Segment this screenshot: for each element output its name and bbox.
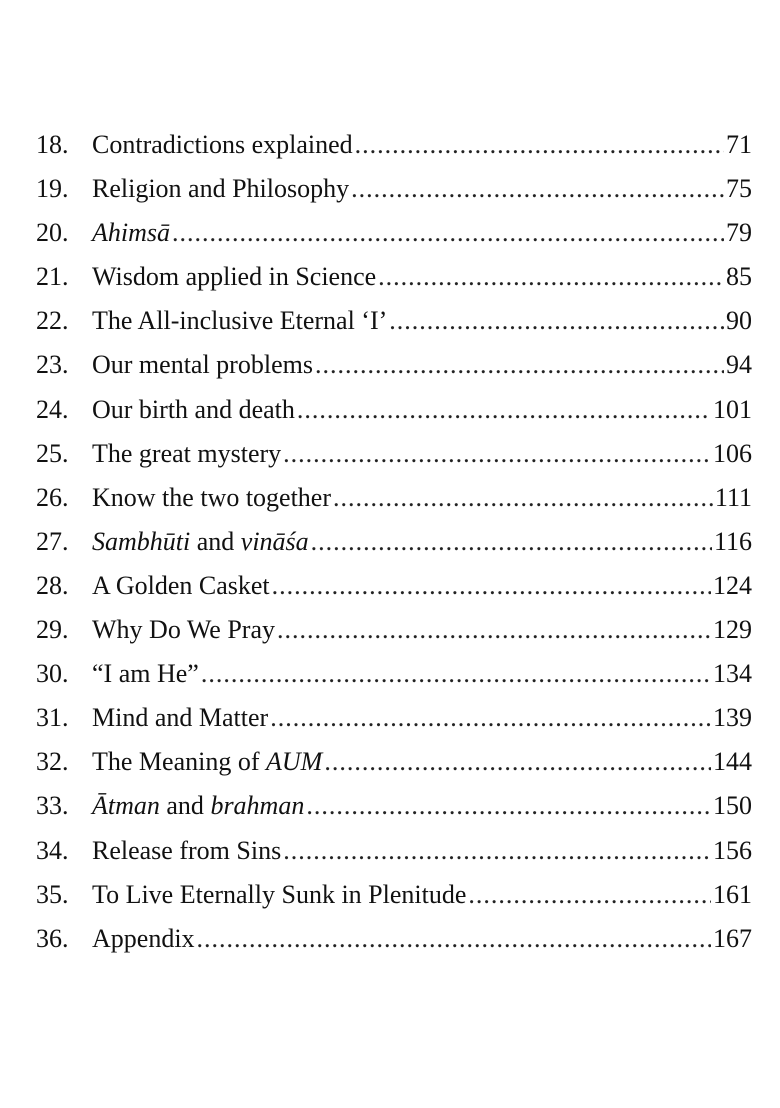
page-number: 167: [713, 923, 752, 953]
entry-title-part: The Meaning of: [92, 747, 267, 777]
page-number: 85: [726, 262, 752, 292]
page-number: 150: [713, 791, 752, 821]
toc-entry: [36, 343, 752, 387]
page-number: 156: [713, 835, 752, 865]
entry-title: [92, 608, 275, 652]
entry-title: [92, 255, 376, 299]
entry-title-italic-part: Ahimsā: [92, 218, 170, 248]
entry-title-part: To Live Eternally Sunk in Plenitude: [92, 879, 467, 909]
entry-number: 28.: [36, 570, 69, 600]
entry-title-part: Know the two together: [92, 482, 332, 512]
entry-number: 36.: [36, 923, 69, 953]
entry-title-part: Our birth and death: [92, 394, 295, 424]
entry-title: [92, 299, 387, 343]
entry-number: 23.: [36, 350, 69, 380]
entry-number: 34.: [36, 835, 69, 865]
entry-number: 31.: [36, 703, 69, 733]
dot-leader: [389, 299, 724, 343]
entry-title: [92, 520, 309, 564]
entry-title-part: A Golden Casket: [92, 570, 270, 600]
dot-leader: [201, 652, 711, 696]
page-number: 139: [713, 703, 752, 733]
page-number: 134: [713, 659, 752, 689]
page-number: 129: [713, 615, 752, 645]
page-number: 75: [726, 174, 752, 204]
dot-leader: [311, 520, 712, 564]
toc-entry: [36, 520, 752, 564]
dot-leader: [272, 564, 711, 608]
page-number: 111: [714, 482, 752, 512]
page-number: 90: [726, 306, 752, 336]
entry-title: [92, 696, 268, 740]
toc-entry: [36, 873, 752, 917]
entry-title: [92, 432, 281, 476]
dot-leader: [306, 784, 711, 828]
entry-title: [92, 388, 295, 432]
toc-entry: [36, 917, 752, 961]
dot-leader: [378, 255, 724, 299]
toc-entry: [36, 696, 752, 740]
entry-title: [92, 784, 304, 828]
page-number: 161: [713, 879, 752, 909]
entry-title-part: Wisdom applied in Science: [92, 262, 377, 292]
toc-entry: [36, 388, 752, 432]
dot-leader: [333, 476, 713, 520]
toc-entry: [36, 211, 752, 255]
dot-leader: [355, 123, 724, 167]
entry-number: 24.: [36, 394, 69, 424]
toc-entry: [36, 564, 752, 608]
toc-entry: [36, 432, 752, 476]
entry-title-part: Why Do We Pray: [92, 615, 276, 645]
entry-title: [92, 564, 270, 608]
entry-title-part: Mind and Matter: [92, 703, 269, 733]
toc-entry: [36, 476, 752, 520]
page-number: 94: [726, 350, 752, 380]
page-number: 144: [713, 747, 752, 777]
toc-entry: [36, 167, 752, 211]
entry-number: 26.: [36, 482, 69, 512]
entry-number: 27.: [36, 526, 69, 556]
page-number: 106: [713, 438, 752, 468]
dot-leader: [283, 829, 711, 873]
entry-number: 32.: [36, 747, 69, 777]
entry-number: 19.: [36, 174, 69, 204]
dot-leader: [197, 917, 711, 961]
page-number: 124: [713, 570, 752, 600]
dot-leader: [315, 343, 724, 387]
entry-title-italic-part: vināśa: [240, 526, 309, 556]
entry-title-part: and: [190, 526, 241, 556]
toc-entry: [36, 299, 752, 343]
dot-leader: [297, 388, 711, 432]
entry-title-italic-part: AUM: [266, 747, 323, 777]
page-number: 71: [726, 130, 752, 159]
dot-leader: [172, 211, 724, 255]
dot-leader: [270, 696, 711, 740]
entry-title: [92, 211, 170, 255]
toc-entry: [36, 784, 752, 828]
entry-title-italic-part: Ātman: [92, 791, 160, 821]
toc-entry: [36, 255, 752, 299]
entry-title-italic-part: Sambhūti: [92, 526, 191, 556]
entry-title-part: Our mental problems: [92, 350, 313, 380]
entry-title: [92, 167, 349, 211]
toc-entry: [36, 740, 752, 784]
entry-title-italic-part: brahman: [210, 791, 305, 821]
entry-title-part: Release from Sins: [92, 835, 282, 865]
toc-entry: [36, 829, 752, 873]
entry-title-part: Religion and Philosophy: [92, 174, 350, 204]
page-number: 79: [726, 218, 752, 248]
entry-title: [92, 917, 195, 961]
entry-title: [92, 343, 313, 387]
entry-title-part: “I am He”: [92, 659, 199, 689]
entry-title-part: Contradictions explained: [92, 130, 353, 159]
dot-leader: [283, 432, 711, 476]
entry-title-part: The great mystery: [92, 438, 282, 468]
entry-number: 22.: [36, 306, 69, 336]
entry-number: 29.: [36, 615, 69, 645]
toc-entry: [36, 123, 752, 167]
entry-number: 35.: [36, 879, 69, 909]
entry-title: [92, 829, 281, 873]
toc-entry: [36, 608, 752, 652]
entry-title: [92, 740, 322, 784]
entry-title-part: The All-inclusive Eternal ‘I’: [92, 306, 388, 336]
entry-number: 33.: [36, 791, 69, 821]
dot-leader: [468, 873, 711, 917]
entry-title: [92, 652, 199, 696]
dot-leader: [324, 740, 711, 784]
entry-number: 18.: [36, 130, 69, 159]
entry-title: [92, 123, 353, 167]
entry-number: 30.: [36, 659, 69, 689]
entry-title: [92, 476, 331, 520]
page-number: 116: [713, 526, 752, 556]
toc-entry: [36, 652, 752, 696]
entry-number: 20.: [36, 218, 69, 248]
dot-leader: [351, 167, 724, 211]
entry-number: 25.: [36, 438, 69, 468]
dot-leader: [277, 608, 711, 652]
entry-title: [92, 873, 466, 917]
entry-number: 21.: [36, 262, 69, 292]
table-of-contents: [36, 123, 752, 961]
entry-title-part: Appendix: [92, 923, 195, 953]
page-number: 101: [713, 394, 752, 424]
entry-title-part: and: [159, 791, 211, 821]
